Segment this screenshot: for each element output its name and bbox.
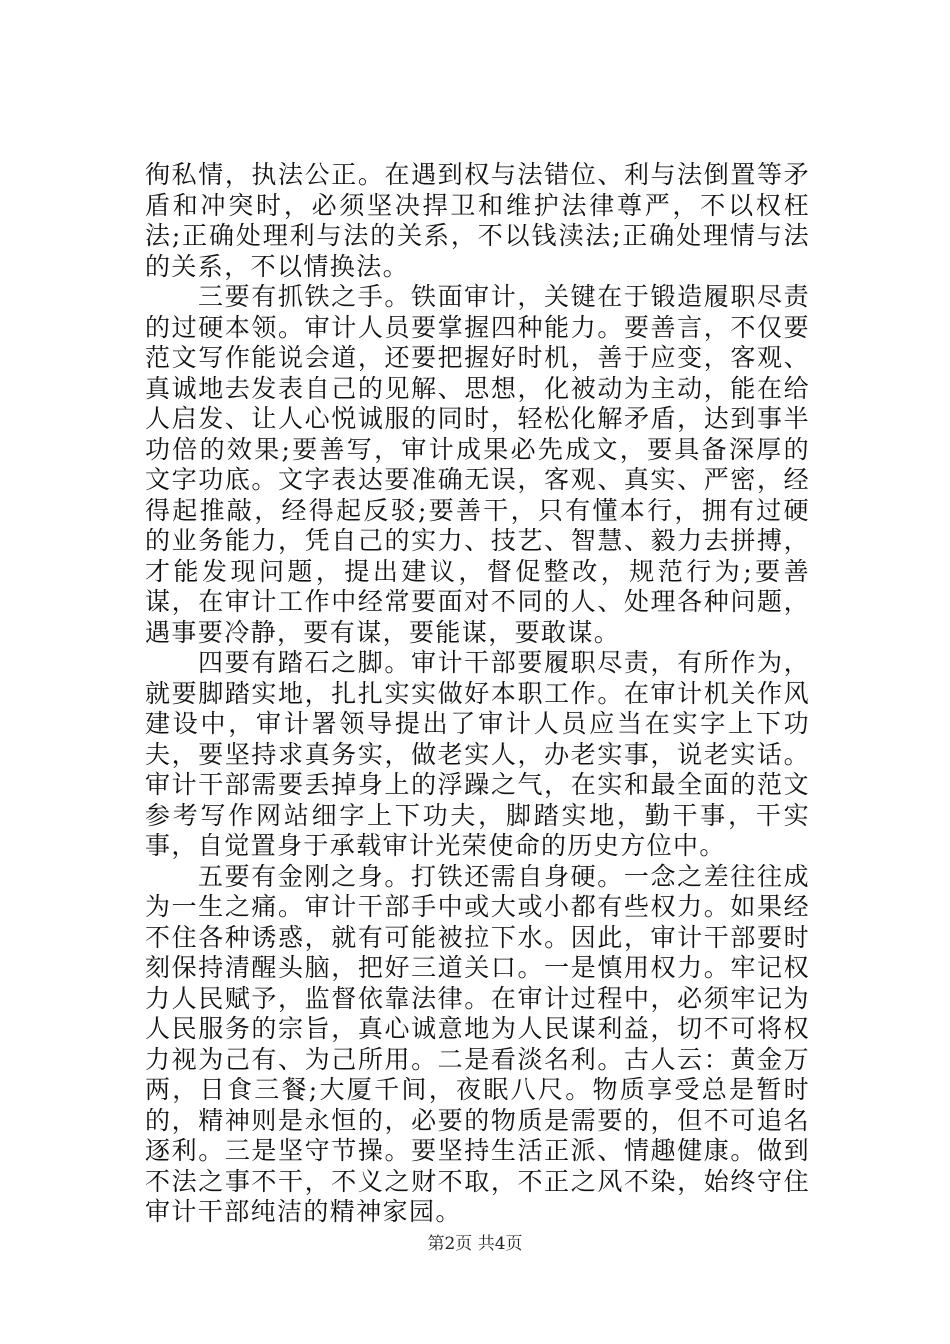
paragraph-stone-foot: 四要有踏石之脚。审计干部要履职尽责，有所作为，就要脚踏实地，扎扎实实做好本职工作。在审计机关作风建设中，审计署领导提出了审计人员应当在实字上下功夫，要坚持求真务实，做老实人，办老实事，说老实话。审计干部需要丢掉身上的浮躁之气，在实和最全面的范文参考写作网站细字上下功夫，脚踏实地，勤干事，干实事，自觉置身于承载审计光荣使命的历史方位中。 — [145, 648, 810, 860]
paragraph-iron-hand: 三要有抓铁之手。铁面审计，关键在于锻造履职尽责的过硬本领。审计人员要掌握四种能力。要善言，不仅要范文写作能说会道，还要把握好时机，善于应变，客观、真诚地去发表自己的见解、思想，化被动为主动，能在给人启发、让人心悦诚服的同时，轻松化解矛盾，达到事半功倍的效果;要善写，审计成果必先成文，要具备深厚的文字功底。文字表达要准确无误，客观、真实、严密，经得起推敲，经得起反驳;要善干，只有懂本行，拥有过硬的业务能力，凭自己的实力、技艺、智慧、毅力去拼搏，才能发现问题，提出建议，督促整改，规范行为;要善谋，在审计工作中经常要面对不同的人、处理各种问题，遇事要冷静，要有谋，要能谋，要敢谋。 — [145, 282, 810, 647]
document-body — [145, 160, 810, 1228]
page-number-footer: 第2页 共4页 — [427, 1234, 523, 1254]
paragraph-continuation: 徇私情，执法公正。在遇到权与法错位、利与法倒置等矛盾和冲突时，必须坚决捍卫和维护法律尊严，不以权枉法;正确处理利与法的关系，不以钱渎法;正确处理情与法的关系，不以情换法。 — [145, 160, 810, 281]
paragraph-diamond-body: 五要有金刚之身。打铁还需自身硬。一念之差往往成为一生之痛。审计干部手中或大或小都有些权力。如果经不住各种诱惑，就有可能被拉下水。因此，审计干部要时刻保持清醒头脑，把好三道关口。一是慎用权力。牢记权力人民赋予，监督依靠法律。在审计过程中，必须牢记为人民服务的宗旨，真心诚意地为人民谋利益，切不可将权力视为己有、为己所用。二是看淡名利。古人云：黄金万两，日食三餐;大厦千间，夜眠八尺。物质享受总是暂时的，精神则是永恒的，必要的物质是需要的，但不可追名逐利。三是坚守节操。要坚持生活正派、情趣健康。做到不法之事不干，不义之财不取，不正之风不染，始终守住审计干部纯洁的精神家园。 — [145, 861, 810, 1226]
